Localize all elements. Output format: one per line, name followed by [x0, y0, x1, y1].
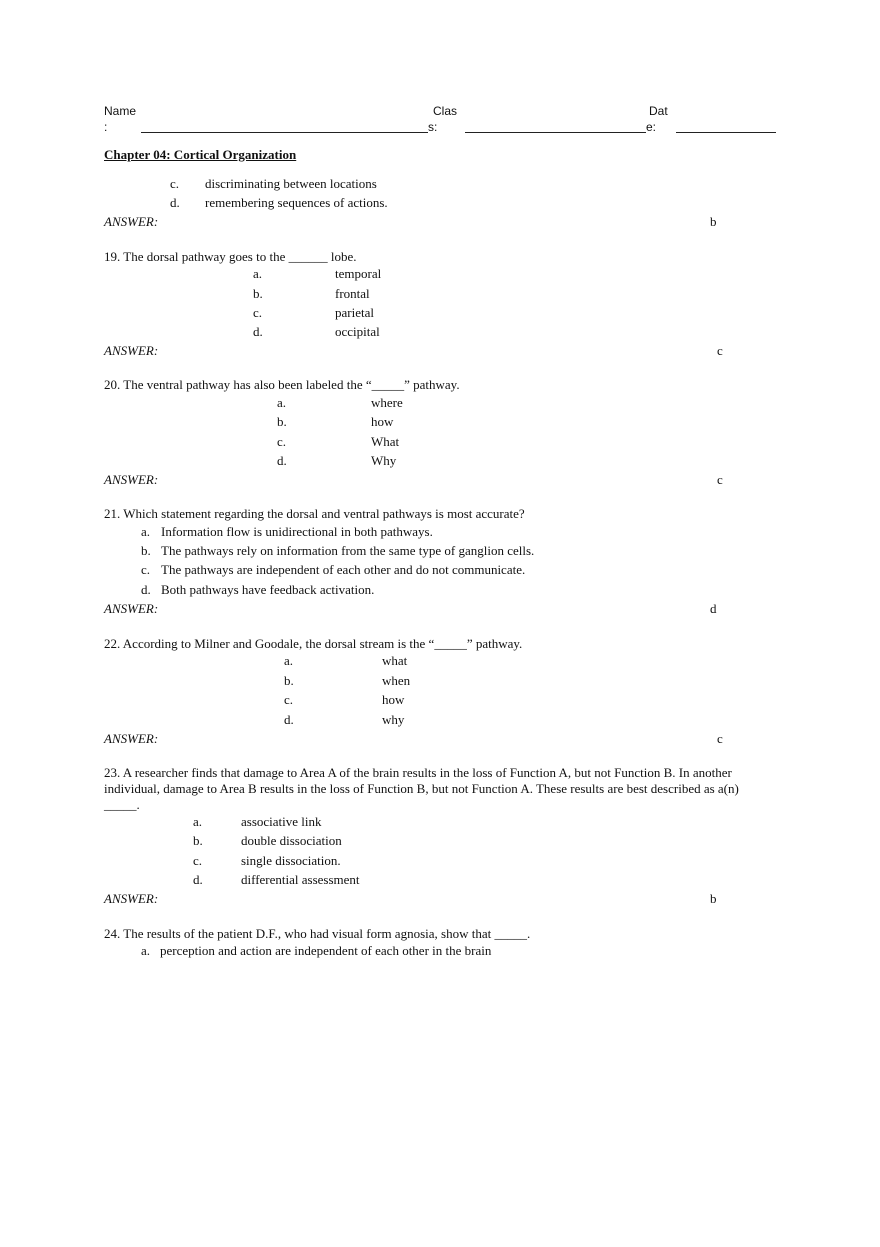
answer-label: ANSWER:	[104, 214, 159, 229]
option-letter: b.	[193, 833, 203, 848]
option-text: where	[371, 395, 403, 410]
option-text: temporal	[335, 266, 382, 281]
option-letter: a.	[253, 266, 263, 281]
date-colon: e:	[646, 120, 657, 134]
option-text: The pathways rely on information from the same type of ganglion cells.	[161, 543, 535, 558]
option-text: double dissociation	[241, 833, 342, 848]
answer-label: ANSWER:	[104, 891, 159, 906]
question-stem-line: individual, damage to Area B results in the loss of Function B, but not Function A. These results are best described as a(n)	[104, 781, 739, 796]
option-letter: d.	[141, 582, 151, 597]
class-colon: s:	[428, 120, 438, 134]
option-letter: c.	[253, 305, 263, 320]
chapter-title: Chapter 04: Cortical Organization	[104, 147, 297, 162]
answer-value: c	[717, 343, 723, 358]
option-letter: c.	[170, 176, 180, 191]
option-text: associative link	[241, 814, 322, 829]
option-text: differential assessment	[241, 872, 360, 887]
option-letter: b.	[141, 543, 151, 558]
name-field[interactable]	[141, 132, 428, 133]
option-letter: d.	[170, 195, 180, 210]
class-label: Clas	[433, 104, 458, 118]
option-text: Why	[371, 453, 397, 468]
option-text: single dissociation.	[241, 853, 341, 868]
option-letter: a.	[277, 395, 287, 410]
answer-value: b	[710, 891, 717, 906]
answer-label: ANSWER:	[104, 472, 159, 487]
question-stem: 19. The dorsal pathway goes to the ______ lobe.	[104, 249, 357, 264]
option-text: The pathways are independent of each other and do not communicate.	[161, 562, 526, 577]
option-text: how	[382, 692, 405, 707]
option-letter: a.	[141, 524, 151, 539]
option-text: Information flow is unidirectional in both pathways.	[161, 524, 433, 539]
option-letter: d.	[253, 324, 263, 339]
option-letter: c.	[141, 562, 151, 577]
option-text: why	[382, 712, 405, 727]
date-field[interactable]	[676, 132, 776, 133]
date-label: Dat	[649, 104, 668, 118]
option-letter: a.	[141, 943, 151, 958]
option-text: What	[371, 434, 400, 449]
option-letter: c.	[284, 692, 294, 707]
option-letter: c.	[277, 434, 287, 449]
question-stem: 22. According to Milner and Goodale, the dorsal stream is the “_____” pathway.	[104, 636, 523, 651]
option-letter: c.	[193, 853, 203, 868]
option-letter: b.	[277, 414, 287, 429]
option-text: parietal	[335, 305, 374, 320]
option-letter: b.	[253, 286, 263, 301]
answer-label: ANSWER:	[104, 601, 159, 616]
option-text: when	[382, 673, 411, 688]
option-text: discriminating between locations	[205, 176, 377, 191]
option-text: perception and action are independent of each other in the brain	[160, 943, 492, 958]
question-stem: 21. Which statement regarding the dorsal and ventral pathways is most accurate?	[104, 506, 525, 521]
question-stem-line: _____.	[104, 797, 140, 812]
option-letter: b.	[284, 673, 294, 688]
option-text: occipital	[335, 324, 380, 339]
option-letter: d.	[284, 712, 294, 727]
answer-value: b	[710, 214, 717, 229]
option-letter: d.	[277, 453, 287, 468]
answer-value: c	[717, 472, 723, 487]
option-letter: a.	[193, 814, 203, 829]
answer-label: ANSWER:	[104, 731, 159, 746]
name-label: Name	[104, 104, 137, 118]
answer-value: d	[710, 601, 717, 616]
name-colon: :	[104, 120, 108, 134]
option-text: how	[371, 414, 394, 429]
option-text: what	[382, 653, 408, 668]
option-letter: a.	[284, 653, 294, 668]
question-stem: 24. The results of the patient D.F., who had visual form agnosia, show that _____.	[104, 926, 531, 941]
class-field[interactable]	[465, 132, 646, 133]
question-stem: 20. The ventral pathway has also been labeled the “_____” pathway.	[104, 377, 460, 392]
question-stem-line: 23. A researcher finds that damage to Area A of the brain results in the loss of Function A, but not Function B. In another	[104, 765, 732, 780]
answer-value: c	[717, 731, 723, 746]
answer-label: ANSWER:	[104, 343, 159, 358]
option-text: frontal	[335, 286, 370, 301]
option-letter: d.	[193, 872, 203, 887]
option-text: Both pathways have feedback activation.	[161, 582, 375, 597]
option-text: remembering sequences of actions.	[205, 195, 388, 210]
